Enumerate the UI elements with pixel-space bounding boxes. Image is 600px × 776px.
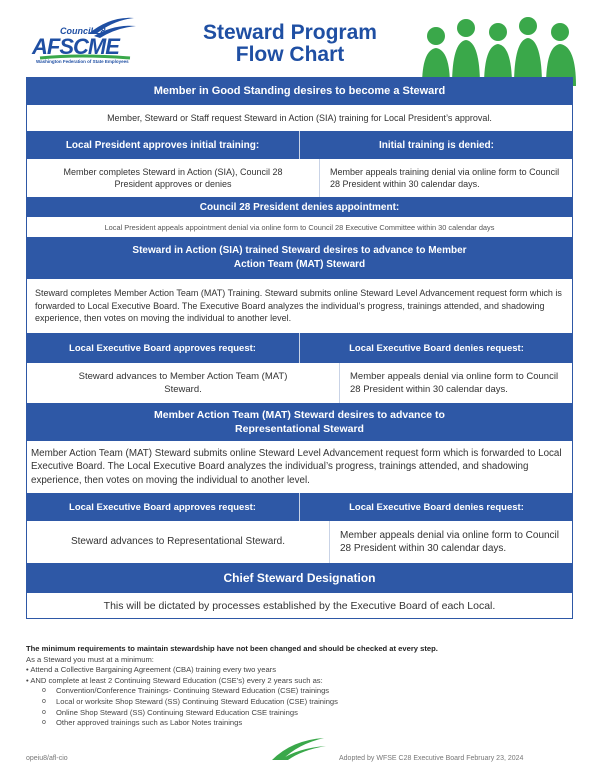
step6-bar: Member Action Team (MAT) Steward desires to advance to Representational Steward	[26, 403, 573, 441]
step7-text-row	[26, 521, 573, 563]
step5-text-row	[26, 363, 573, 403]
step5-right-bar: Local Executive Board denies request:	[299, 333, 573, 363]
step5-bar-row	[26, 333, 573, 363]
step1-text: Member, Steward or Staff request Steward in Action (SIA) training for Local President’s approval.	[26, 105, 573, 131]
step2-text-row	[26, 159, 573, 197]
afscme-logo	[30, 14, 140, 70]
notes-sub-1: o Convention/Conference Trainings- Continuing Steward Education (CSE) trainings	[26, 686, 576, 697]
notes-bold-line: The minimum requirements to maintain stewardship have not been changed and should be checked at every step.	[26, 644, 438, 653]
footer-union-label: opeiu8/afl-cio	[26, 755, 68, 762]
step7-right-text: Member appeals denial via online form to Council 28 President within 30 calendar days.	[329, 521, 572, 563]
people-silhouettes-icon	[418, 14, 583, 86]
step2-right-bar: Initial training is denied:	[299, 131, 573, 159]
step3-bar: Council 28 President denies appointment:	[26, 197, 573, 217]
step6-text: Member Action Team (MAT) Steward submits online Steward Level Advancement request form which is forwarded to Local Executive Board. The Local Executive Board analyzes the individual’s progress, trainings attended, and shadowing experience, then votes on moving the individual to another level.	[26, 441, 573, 493]
notes-bullet-2: • AND complete at least 2 Continuing Steward Education (CSE’s) every 2 years such as:	[26, 675, 323, 685]
step7-left-bar: Local Executive Board approves request:	[26, 493, 299, 521]
requirements-notes	[26, 644, 576, 729]
page-header	[0, 0, 600, 84]
step7-left-text: Steward advances to Representational Steward.	[70, 536, 285, 548]
notes-sub-2: o Local or worksite Shop Steward (SS) Continuing Steward Education (CSE) trainings	[26, 697, 576, 708]
step2-bar-row	[26, 131, 573, 159]
notes-sub-4: o Other approved trainings such as Labor Notes trainings	[26, 718, 576, 729]
logo-council: Council 28	[60, 26, 106, 36]
step4-text: Steward completes Member Action Team (MAT) Training. Steward submits online Steward Level Advancement request form which is forwarded to Local Executive Board. The Executive Board analyzes the individual’s progress, trainings attended, and shadowing experience, then votes on moving the individual to another level.	[26, 279, 573, 333]
logo-name: AFSCME	[32, 34, 119, 59]
footer-swoosh-icon	[268, 736, 328, 762]
step7-right-bar: Local Executive Board denies request:	[299, 493, 573, 521]
step5-left-text: Steward advances to Member Action Team (MAT) Steward.	[78, 371, 288, 395]
title-line-1: Steward Program	[203, 21, 377, 44]
step8-bar: Chief Steward Designation	[26, 563, 573, 593]
notes-intro: As a Steward you must at a minimum:	[26, 654, 154, 664]
step5-left-bar: Local Executive Board approves request:	[26, 333, 299, 363]
step2-right-text: Member appeals training denial via online form to Council 28 President within 30 calendar days.	[319, 159, 572, 197]
footer-adopted: Adopted by WFSE C28 Executive Board February 23, 2024	[339, 755, 524, 762]
page-title	[170, 22, 410, 66]
flow-chart	[26, 77, 573, 619]
step7-bar-row	[26, 493, 573, 521]
step3-text: Local President appeals appointment denial via online form to Council 28 Executive Committee within 30 calendar days	[26, 217, 573, 237]
step2-left-bar: Local President approves initial training:	[26, 131, 299, 159]
step5-right-text: Member appeals denial via online form to Council 28 President within 30 calendar days.	[339, 363, 572, 403]
step1-bar: Member in Good Standing desires to become a Steward	[26, 77, 573, 105]
step8-text: This will be dictated by processes established by the Executive Board of each Local.	[26, 593, 573, 619]
step2-left-text: Member completes Steward in Action (SIA), Council 28 President approves or denies	[63, 167, 283, 189]
notes-bullet-1: • Attend a Collective Bargaining Agreement (CBA) training every two years	[26, 665, 276, 675]
step4-bar: Steward in Action (SIA) trained Steward desires to advance to Member Action Team (MAT) Steward	[26, 237, 573, 279]
logo-subtitle: Washington Federation of State Employees	[36, 59, 129, 64]
notes-sub-3: o Online Shop Steward (SS) Continuing Steward Education CSE trainings	[26, 708, 576, 719]
title-line-2: Flow Chart	[235, 43, 345, 66]
